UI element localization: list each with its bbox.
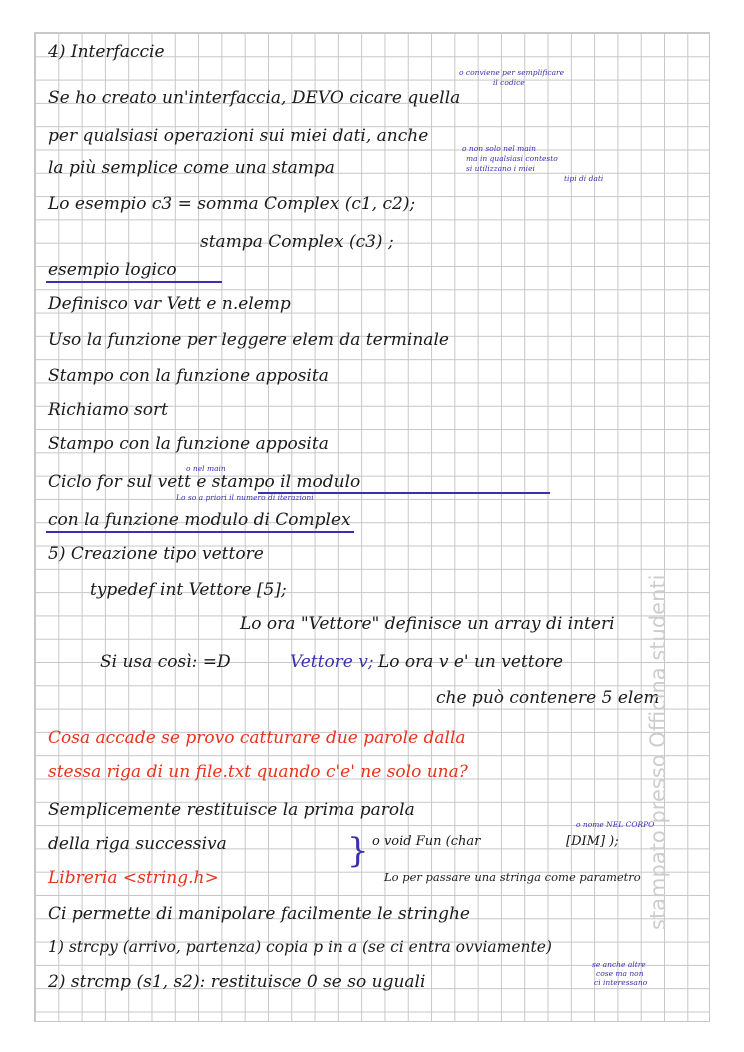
text-line: Stampo con la funzione apposita	[48, 366, 329, 386]
margin-note: ma in qualsiasi contesto	[466, 154, 558, 163]
text-line: stampa Complex (c3) ;	[200, 232, 394, 252]
text-line: 2) strcmp (s1, s2): restituisce 0 se so uguali	[48, 972, 426, 992]
text-line: Ciclo for sul vett e stampo il modulo	[48, 472, 361, 492]
margin-note: o nel main	[186, 464, 226, 473]
underline	[46, 531, 354, 533]
margin-note: se anche altre	[592, 960, 646, 969]
question-line: stessa riga di un file.txt quando c'e' ne solo una?	[48, 762, 468, 782]
text-line: Si usa così: =D	[100, 652, 231, 672]
heading-creazione-tipo: 5) Creazione tipo vettore	[48, 544, 264, 564]
text-line: o void Fun (char	[372, 834, 481, 849]
margin-note: il codice	[493, 78, 525, 87]
heading-interfacce: 4) Interfaccie	[48, 42, 165, 62]
text-line: Definisco var Vett e n.elemp	[48, 294, 291, 314]
library-line: Libreria <string.h>	[48, 868, 219, 888]
text-line: typedef int Vettore [5];	[90, 580, 287, 600]
text-line: Se ho creato un'interfaccia, DEVO cicare quella	[48, 88, 461, 108]
margin-note: cose ma non	[596, 969, 644, 978]
text-line: 1) strcpy (arrivo, partenza) copia p in a (se ci entra ovviamente)	[48, 938, 552, 956]
watermark: stampato presso Officina studenti	[646, 574, 670, 930]
text-line: [DIM] );	[566, 834, 619, 849]
margin-note: o non solo nel main	[462, 144, 536, 153]
underline	[46, 281, 222, 283]
margin-note: ci interessano	[594, 978, 648, 987]
text-line: Semplicemente restituisce la prima parola	[48, 800, 415, 820]
text-line: Richiamo sort	[48, 400, 168, 420]
margin-note: o nome NEL CORPO	[576, 820, 655, 829]
margin-note: Lo so a priori il numero di iterazioni	[176, 493, 314, 502]
text-line: Lo esempio c3 = somma Complex (c1, c2);	[48, 194, 416, 214]
text-line: Ci permette di manipolare facilmente le stringhe	[48, 904, 470, 924]
text-line-blue: Vettore v;	[290, 652, 374, 672]
subheading-esempio-logico: esempio logico	[48, 260, 177, 280]
text-line: della riga successiva	[48, 834, 227, 854]
text-line: Lo ora v e' un vettore	[378, 652, 564, 672]
text-line: Uso la funzione per leggere elem da terminale	[48, 330, 449, 350]
text-line: Stampo con la funzione apposita	[48, 434, 329, 454]
text-line: la più semplice come una stampa	[48, 158, 335, 178]
question-line: Cosa accade se provo catturare due parole dalla	[48, 728, 466, 748]
brace: }	[347, 831, 369, 871]
text-line: Lo per passare una stringa come parametro	[384, 870, 641, 884]
text-line: per qualsiasi operazioni sui miei dati, anche	[48, 126, 429, 146]
margin-note: tipi di dati	[564, 174, 604, 183]
text-line: che può contenere 5 elem	[436, 688, 660, 708]
text-line: con la funzione modulo di Complex	[48, 510, 351, 530]
margin-note: si utilizzano i miei	[466, 164, 535, 173]
text-line: Lo ora "Vettore" definisce un array di interi	[240, 614, 615, 634]
margin-note: o conviene per semplificare	[459, 68, 565, 77]
